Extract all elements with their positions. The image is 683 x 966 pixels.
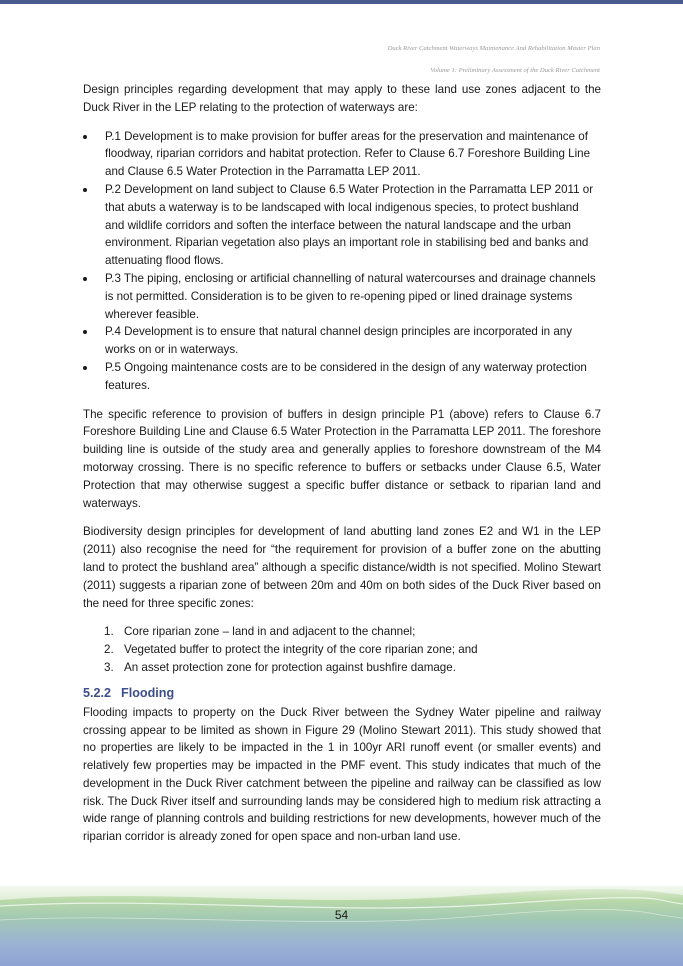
bullet-icon: [83, 135, 87, 139]
bullet-icon: [83, 366, 87, 370]
section-heading: [83, 684, 601, 702]
list-number: 1.: [104, 625, 114, 639]
buffers-paragraph: The specific reference to provision of buffers in design principle P1 (above) refers to Clause 6.7 Foreshore Building Line and Clause 6.5 Water Protection in the Parramatta LEP 2011. The foreshore building line is outside of the study area and generally applies to foreshore downstream of the M4 motorway crossing. There is no specific reference to buffers or setbacks under Clause 6.5, Water Protection that may otherwise suggest a specific buffer distance or setback to riparian land and waterways.: [83, 407, 601, 510]
list-item-text: P.5 Ongoing maintenance costs are to be considered in the design of any waterway protection features.: [105, 360, 587, 392]
page-footer: [0, 886, 683, 966]
top-border: [0, 0, 683, 4]
list-item-text: An asset protection zone for protection against bushfire damage.: [124, 660, 456, 674]
bullet-icon: [83, 188, 87, 192]
list-item-text: P.3 The piping, enclosing or artificial channelling of natural watercourses and drainage channels is not permitted. Consideration is to be given to re-opening piped or lined drainage systems wherever feasible.: [105, 271, 596, 321]
page-number: 54: [334, 908, 349, 922]
bullet-icon: [83, 330, 87, 334]
list-item: [83, 270, 601, 323]
page-content: [83, 81, 601, 857]
biodiversity-paragraph: Biodiversity design principles for development of land abutting land zones E2 and W1 in the LEP (2011) also recognise the need for “the requirement for provision of a buffer zone on the abutting land to protect the bushland area” although a specific distance/width is not specified. Molino Stewart (2011) suggests a riparian zone of between 20m and 40m on both sides of the Duck River based on the need for three specific zones:: [83, 525, 601, 610]
running-header-title: Duck River Catchment Waterways Maintenance And Rehabilitation Master Plan: [387, 45, 600, 52]
list-item: [83, 128, 601, 181]
list-item-text: Vegetated buffer to protect the integrity of the core riparian zone; and: [124, 643, 478, 657]
list-item: [83, 323, 601, 359]
riparian-zones-list: [83, 623, 601, 676]
list-item: [83, 659, 601, 677]
list-item-text: P.1 Development is to make provision for buffer areas for the preservation and maintenance of floodway, riparian corridors and habitat protection. Refer to Clause 6.7 Foreshore Building Line and Clause 6.5 Water Protection in the Parramatta LEP 2011.: [105, 129, 591, 179]
design-principles-list: [83, 128, 601, 395]
bullet-icon: [83, 277, 87, 281]
section-number: 5.2.2: [83, 685, 112, 700]
section-title: Flooding: [121, 685, 175, 700]
list-number: 3.: [104, 660, 114, 674]
footer-wave-decoration: [0, 886, 683, 966]
flooding-paragraph: Flooding impacts to property on the Duck River between the Sydney Water pipeline and railway crossing appear to be limited as shown in Figure 29 (Molino Stewart 2011). This study showed that no properties are likely to be impacted in the 1 in 100yr ARI runoff event (or smaller events) and relatively few properties may be impacted in the PMF event. This study indicates that much of the development in the Duck River catchment between the pipeline and railway can be classified as low risk. The Duck River itself and surrounding lands may be considered high to medium risk attracting a wide range of planning controls and building restrictions for new developments, however much of the riparian corridor is already zoned for open space and non-urban land use.: [83, 705, 601, 844]
list-item: [83, 641, 601, 659]
running-header-volume: Volume 1: Preliminary Assessment of the Duck River Catchment: [430, 67, 600, 74]
list-item: [83, 359, 601, 395]
list-item: [83, 181, 601, 270]
list-item-text: Core riparian zone – land in and adjacent to the channel;: [124, 625, 416, 639]
list-item-text: P.4 Development is to ensure that natural channel design principles are incorporated in any works on or in waterways.: [105, 325, 573, 357]
list-item: [83, 623, 601, 641]
list-item-text: P.2 Development on land subject to Clause 6.5 Water Protection in the Parramatta LEP 2011 or that abuts a waterway is to be landscaped with local indigenous species, to protect bushland and wildlife corridors and soften the interface between the natural landscape and the urban environment. Riparian vegetation also plays an important role in stabilising bed and banks and attenuating flood flows.: [105, 182, 594, 268]
intro-paragraph: Design principles regarding development that may apply to these land use zones adjacent to the Duck River in the LEP relating to the protection of waterways are:: [83, 83, 601, 114]
list-number: 2.: [104, 643, 114, 657]
